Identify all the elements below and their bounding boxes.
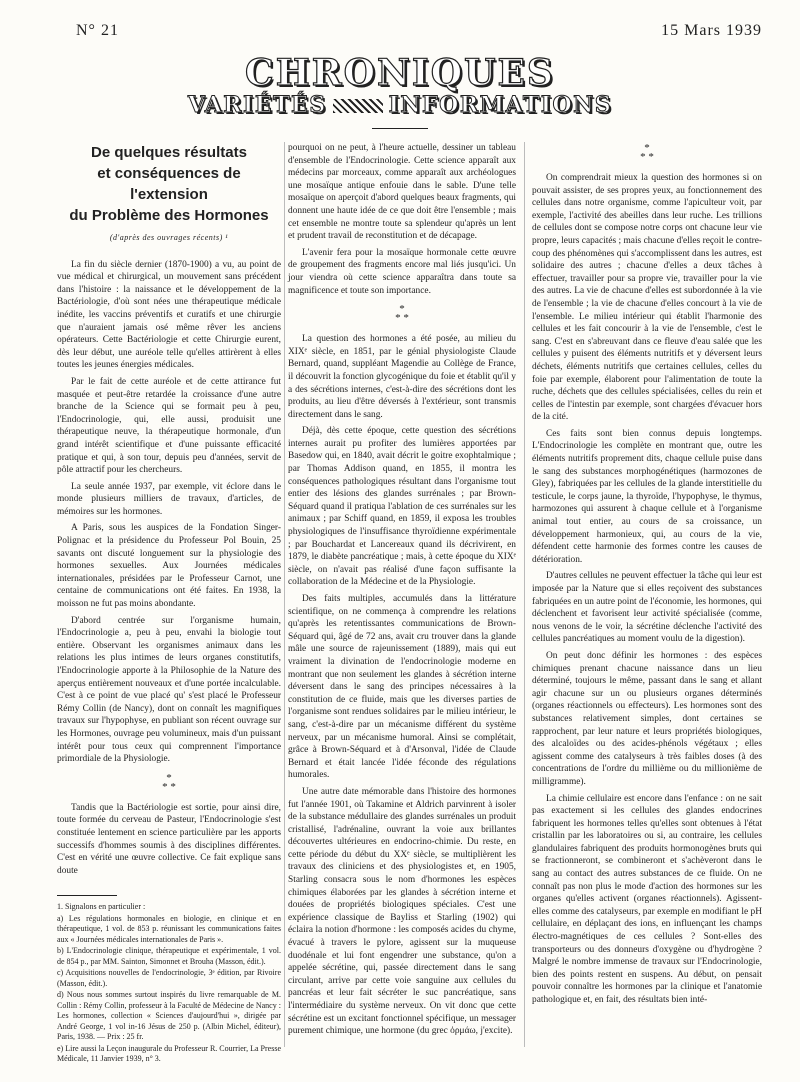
paragraph: On comprendrait mieux la question des hormones si on pouvait assister, de ses propres yeux, au fonctionnement des cellules dans notre organisme, comme l'apiculteur voit, par exemple, l'activité des abeilles dans leur ruche. Les trillions de cellules dont se compose notre corps ont chacune leur vie propre, leurs capacités ; mais chacune d'elles reçoit le contre-coup des phénomènes qui s'accomplissent dans les autres, est solidaire des autres ; chacune d'elles a deux tâches à effectuer, travailler pour sa propre vie, travailler pour la vie des autres. La vie de chacune d'elles est subordonnée à la vie de l'ensemble ; la vie de chacune d'elles concourt à la vie de l'ensemble. Le milieu intérieur qui établit l'harmonie des cellules et les fait concourir à la vie de l'ensemble, c'est le sang. C'est en s'abreuvant dans ce fleuve d'eau salée que les cellules y puisent des éléments nutritifs et y déversent leurs déchets, éléments nutritifs que certaines cellules, celles du foie par exemple, élaborent pour l'alimentation de toute la ruche, déchets que des cellules spécialisées, celles du rein et celles de l'intestin par exemple, sont chargées d'évacuer hors de la cité.: [532, 173, 762, 423]
masthead-subtitle: [0, 92, 800, 118]
footnote: b) L'Endocrinologie clinique, thérapeutique et expérimentale, 1 vol. de 854 p., par MM. Sainton, Simonnet et Brouha (Masson, édit.).: [57, 946, 281, 966]
footnote: a) Les régulations hormonales en biologie, en clinique et en thérapeutique, 1 vol. de 853 p. réunissant les communications faites aux « Journées médicales internationales de Paris ».: [57, 913, 281, 944]
article-title-line: du Problème des Hormones: [69, 207, 269, 224]
article-byline: (d'après des ouvrages récents) ¹: [109, 233, 229, 242]
masthead-varietes: VARIÉTÉS: [187, 92, 327, 118]
paragraph: La fin du siècle dernier (1870-1900) a vu, au point de vue médical et chirurgical, un mouvement sans précédent dans l'histoire : la naissance et le développement de la Bactériologie, d'où sont nées une thérapeutique médicale inédite, les vaccins préventifs et curatifs et une chirurgie que n'auraient jamais osé même rêver les anciens opérateurs. Cette Bactériologie et cette Chirurgie eurent, dès leur début, une auréole telle qu'elles attirèrent à elles toutes les jeunes énergies médicales.: [57, 259, 281, 371]
paragraph: Par le fait de cette auréole et de cette attirance fut masquée et peut-être retardée la croissance d'une autre branche de la Science qui se formait peu à peu, l'Endocrinologie, qui, elle aussi, produisit une thérapeutique neuve, la thérapeutique hormonale, d'un grand intérêt scientifique et d'une puissante efficacité pratique et qui, à son tour, depuis peu d'années, servit de pôle attractif pour les chercheurs.: [57, 376, 281, 476]
footnotes: [57, 902, 281, 1065]
section-separator: * * *: [640, 142, 654, 163]
paragraph: A Paris, sous les auspices de la Fondation Singer-Polignac et la présidence du Professeur Pol Bouin, 25 savants ont discuté longuement sur la physiologie des hormones sexuelles. Aux Journées médicales internationales, présidées par le Professeur Carnot, une centaine de communications ont été faites. En 1938, la moisson ne fut pas moins abondante.: [57, 523, 281, 610]
ornament-icon: [333, 99, 383, 113]
paragraph: Déjà, dès cette époque, cette question des sécrétions internes aurait pu profiter des lumières apportées par Basedow qui, en 1840, avait décrit le goitre exophtalmique ; par Thomas Addison quand, en 1855, il montra les conséquences pathologiques résultant dans l'organisme tout entier des lésions des glandes surrénales ; par Brown-Séquard quand il pratiqua l'ablation de ces surrénales sur les animaux ; par Schiff quand, en 1859, il exposa les troubles physiologiques de l'insuffisance thyroïdienne expérimentale ; par Bouchardat et Lancereaux quand ils décrivirent, en 1879, le diabète pancréatique ; mais, à cette époque du XIXᵉ siècle, on n'avait pas réalisé d'une façon suffisante la collaboration de la Médecine et de la Physiologie.: [288, 426, 516, 588]
section-separator: * * *: [395, 303, 409, 325]
column-1: [57, 142, 281, 1066]
paragraph: D'abord centrée sur l'organisme humain, l'Endocrinologie a, peu à peu, envahi la biologie tout entière. Observant les organismes animaux dans les relations les plus intimes de leurs organes constitutifs, l'Endocrinologie apporte à la Philosophie de la Nature des aperçus entièrement nouveaux et d'une portée incalculable. C'est à ce point de vue placé qu' s'est placé le Professeur Rémy Collin (de Nancy), dont on connaît les magnifiques travaux sur l'hypophyse, en publiant son récent ouvrage sur les Hormones, ouvrage peu volumineux, mais d'un puissant intérêt pour tous ceux qui comprennent l'importance primordiale de la Physiologie.: [57, 615, 281, 765]
column-3: [532, 142, 762, 1007]
paragraph: La seule année 1937, par exemple, vit éclore dans le monde plusieurs milliers de travaux, d'articles, de mémoires sur les hormones.: [57, 481, 281, 517]
paragraph: Des faits multiples, accumulés dans la littérature scientifique, on ne commença à comprendre les relations qu'après les retentissantes communications de Brown-Séquard qui, âgé de 72 ans, avait cru trouver dans la glande mâle une source de rajeunissement (1889), mais qui eut vraiment la divination de l'endocrinologie moderne en montrant que non seulement les glandes à sécrétion interne déversent dans le sang des principes nécessaires à la constitution de ce fluide, mais que les diverses parties de l'organisme sont rendues solidaires par le milieu intérieur, le sang, c'est-à-dire par un mécanisme différent du système nerveux, par un mécanisme humoral. Ainsi se complétait, grâce à Brown-Séquard et à d'Arsonval, l'idée de Claude Bernard et était lancée l'idée féconde des régulations humorales.: [288, 594, 516, 781]
title-rule: [372, 128, 428, 129]
paragraph: Ces faits sont bien connus depuis longtemps. L'Endocrinologie les complète en montrant que, outre les éléments nutritifs proprement dits, chaque cellule puise dans le sang des substances morphogénétiques (harmozones de Gley), fabriquées par les cellules de la glande interstitielle du testicule, le corps jaune, la thyroïde, l'hypophyse, le thymus, harmozones qui assurent à chaque cellule et à l'organisme animal tout entier, au cours de sa croissance, un développement harmonieux, qui, au cours de la vie, défendent cette harmonie des formes contre les causes de détérioration.: [532, 428, 762, 565]
article-title: [57, 142, 281, 226]
footnote: 1. Signalons en particulier :: [57, 902, 146, 912]
article-title-line: De quelques résultats: [91, 144, 247, 161]
column-divider: [284, 142, 285, 1047]
paragraph: Une autre date mémorable dans l'histoire des hormones fut l'année 1901, où Takamine et Aldrich parvinrent à isoler de la substance médullaire des glandes surrénales un produit cristallisé, l'adrénaline, ouvrant la voie aux brillantes découvertes ultérieures en endocrino-chimie. Du reste, en cette période du début du XXᵉ siècle, se multiplièrent les travaux des cliniciens et des physiologistes et, en 1905, Starling consacra sous le nom d'hormones les espèces chimiques élaborées par les glandes à sécrétion interne et douées de propriétés biologiques spéciales. C'est une expérience classique de Bayliss et Starling (1902) qui éclaira la notion d'hormone : les composés acides du chyme, évacué à travers le pylore, agissent sur la muqueuse duodénale et lui font engendrer une substance, qu'on a appelée sécrétine, qui, passée directement dans le sang circulant, arrive par cette voie sanguine aux cellules du pancréas et leur fait sécréter le suc pancréatique, sans l'intermédiaire du système nerveux. On vit donc que cette sécrétine est un excitant fonctionnel spécifique, un messager purement chimique, une hormone (du grec ὁρμάω, j'excite).: [288, 786, 516, 1037]
footnote-rule: [57, 895, 117, 896]
masthead-informations: INFORMATIONS: [388, 92, 613, 118]
issue-date: 15 Mars 1939: [661, 22, 762, 39]
paragraph: Tandis que la Bactériologie est sortie, pour ainsi dire, toute formée du cerveau de Pasteur, l'Endocrinologie s'est constituée lentement en science particulière par les apports successifs d'hommes soumis à des disciplines différentes. C'est en vérité une œuvre collective. Ce fait explique sans doute: [57, 802, 281, 876]
paragraph: La chimie cellulaire est encore dans l'enfance : on ne sait pas exactement si les cellules des glandes endocrines fabriquent les hormones telles qu'elles sont obtenues à l'état cristallin par les laboratoires ou si, au contraire, les cellules glandulaires fabriquent des produits hormonogènes bruts qui se fractionneront, se combineront et s'achèveront dans le sang au contact des autres substances de ce fluide. On ne connaît pas non plus le mode d'action des hormones sur les organes qu'elles activent (organes réactionnels). Agissent-elles comme des catalyseurs, par exemple en modifiant le pH cellulaire, en déplaçant des ions, en influençant les champs électro-magnétiques de ces cellules ? Sont-elles des transporteurs ou des donneurs d'oxygène ou d'hydrogène ? Malgré le nombre immense de travaux sur l'Endocrinologie, bien des points restent en suspens. Au début, on pensait pouvoir connaître les hormones par la clinique et l'anatomie pathologique et, en fait, des résultats bien inté-: [532, 793, 762, 1005]
footnote: d) Nous nous sommes surtout inspirés du livre remarquable de M. Collin : Rémy Collin, professeur à la Faculté de Médecine de Nancy : Les hormones, collection « Sciences d'aujourd'hui », dirigée par André George, 1 vol in-16 Jésus de 250 p. (Albin Michel, éditeur), Paris, 1938. — Prix : 25 fr.: [57, 990, 281, 1042]
section-separator: * * *: [162, 771, 176, 793]
column-2: [288, 142, 516, 1038]
paragraph: D'autres cellules ne peuvent effectuer la tâche qui leur est imposée par la Nature que si elles reçoivent des substances fabriquées en un autre point de l'économie, les hormones, qui déclenchent et favorisent leur activité spécialisée (comme, nous venons de le voir, la sécrétine déclenche l'activité des cellules pancréatiques au moment voulu de la digestion).: [532, 571, 763, 645]
footnote: c) Acquisitions nouvelles de l'endocrinologie, 3ᵉ édition, par Rivoire (Masson, édit.).: [57, 968, 281, 988]
issue-number: N° 21: [76, 22, 119, 39]
article-title-line: et conséquences de l'extension: [97, 165, 241, 203]
column-divider: [524, 142, 525, 1047]
paragraph: L'avenir fera pour la mosaïque hormonale cette œuvre de groupement des fragments encore mal liés jusqu'ici. Un jour viendra où cette science apparaîtra dans toute sa magnificence et toute son importance.: [288, 247, 516, 296]
masthead-title: CHRONIQUES: [245, 52, 555, 94]
paragraph: La question des hormones a été posée, au milieu du XIXᵉ siècle, en 1851, par le génial physiologiste Claude Bernard, quand, suppléant Magendie au Collège de France, il découvrit la fonction glycogénique du foie et établit qu'il y a des sécrétions internes, c'est-à-dire des sécrétions dont les produits, au lieu d'être déversés à l'extérieur, sont transmis directement dans le sang.: [288, 334, 516, 420]
paragraph: pourquoi on ne peut, à l'heure actuelle, dessiner un tableau d'ensemble de l'Endocrinologie. Cette science apparaît aux médecins par morceaux, comme apparaît aux archéologues une mosaïque antique enfouie dans le sable. D'une telle mosaïque on aperçoit d'abord quelques beaux fragments, qui donnent une haute idée de ce que doit être l'ensemble ; mais cet ensemble ne montre toute sa splendeur qu'après un lent et prudent travail de reconstitution et de décapage.: [288, 143, 516, 242]
footnote: e) Lire aussi la Leçon inaugurale du Professeur R. Courrier, La Presse Médicale, 11 Janvier 1939, n° 3.: [57, 1043, 281, 1064]
paragraph: On peut donc définir les hormones : des espèces chimiques prenant chacune naissance dans un lieu déterminé, toujours le même, passant dans le sang et allant agir chacune sur un ou plusieurs organes déterminés (organes réactionnels ou effecteurs). Les hormones sont des substances relativement simples, dont certaines se rapprochent, par leur nature et leurs propriétés biologiques, des alcaloïdes ou des acides-phénols végétaux ; elles agissent comme des catalyseurs à très faibles doses (à des concentrations de l'ordre du millième ou du millionième de milligramme).: [532, 650, 762, 787]
